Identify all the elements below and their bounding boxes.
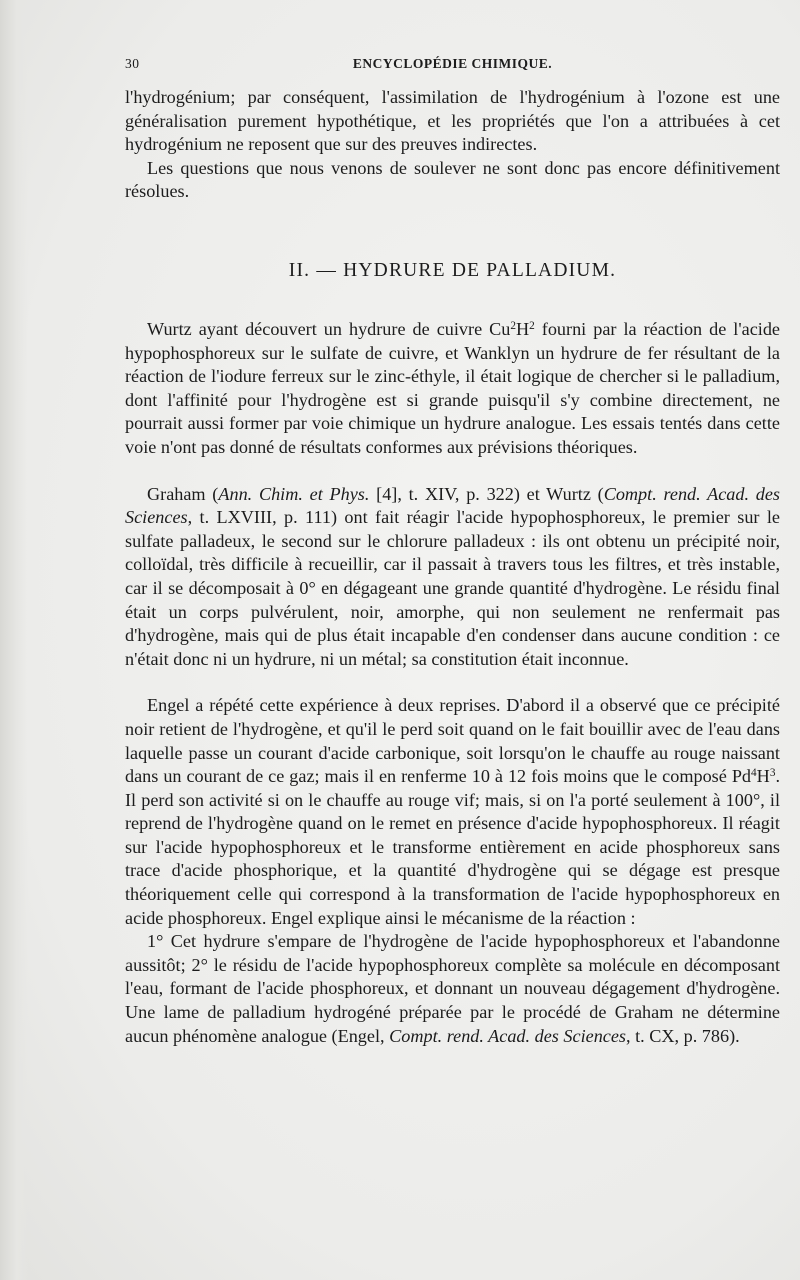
section-heading: II. — HYDRURE DE PALLADIUM.: [288, 260, 617, 281]
paragraph-engel: Engel a répété cette expérience à deux reprises. D'abord il a observé que ce précipité noir retient de l'hydrogène, et qu'il le perd soit quand on le fait bouillir avec de l'eau dans laquelle passe un courant d'acide carbonique, soit lorsqu'on le chauffe au rouge naissant dans un courant de ce gaz; mais il en renferme 10 à 12 fois moins que le composé $Pd^4H^3$. Il perd son activité si on le chauffe au rouge vif; mais, si on l'a porté seulement à 100°, il reprend de l'hydrogène quand on le remet en présence d'acide hypophosphoreux. Il réagit sur l'acide hypophosphoreux et le transforme entièrement en acide phosphoreux sans trace d'acide phosphorique, et la quantité d'hydrogène qui se dégage est presque théoriquement celle qui correspond à la transformation de l'acide hypophosphoreux en acide phosphoreux. Engel explique ainsi le mécanisme de la réaction :: [125, 695, 780, 928]
body-block: [125, 318, 780, 1048]
running-title: ENCYCLOPÉDIE CHIMIQUE.: [352, 56, 553, 71]
paragraph-mechanism: 1° Cet hydrure s'empare de l'hydrogène de l'acide hypophosphoreux et l'abandonne aussitôt; 2° le résidu de l'acide hypophosphoreux complète sa molécule en décomposant l'eau, formant de l'acide phosphoreux, et donnant un nouveau dégagement d'hydrogène. Une lame de palladium hydrogéné préparée par le procédé de Graham ne détermine aucun phénomène analogue (Engel, Compt. rend. Acad. des Sciences, t. CX, p. 786).: [125, 931, 780, 1046]
binding-gutter: [0, 0, 28, 1280]
citation-compt-rend-engel: Compt. rend. Acad. des Sciences: [389, 1025, 627, 1046]
citation-compt-rend: Compt. rend. Acad. des Sciences: [125, 483, 780, 528]
page-header: [125, 56, 780, 80]
intro-block: [125, 86, 780, 204]
intro-paragraph-2: Les questions que nous venons de soulever ne sont donc pas encore définitivement résolues.: [125, 157, 780, 202]
intro-paragraph-1: l'hydrogénium; par conséquent, l'assimilation de l'hydrogénium à l'ozone est une généralisation purement hypothétique, et les propriétés que l'on a attribuées à cet hydrogénium ne reposent que sur des preuves indirectes.: [125, 87, 780, 155]
page-number: 30: [125, 56, 140, 71]
citation-ann-chim: Ann. Chim. et Phys.: [218, 483, 370, 504]
paragraph-graham: Graham (Ann. Chim. et Phys. [4], t. XIV, p. 322) et Wurtz (Compt. rend. Acad. des Sciences, t. LXVIII, p. 111) ont fait réagir l'acide hypophosphoreux, le premier sur le sulfate palladeux, le second sur le chlorure palladeux : ils ont obtenu un précipité noir, colloïdal, très difficile à recueillir, car il passait à travers tous les filtres, et très instable, car il se décomposait à 0° en dégageant une grande quantité d'hydrogène. Le résidu final était un corps pulvérulent, noir, amorphe, qui non seulement ne renfermait pas d'hydrogène, mais qui de plus était incapable d'en condenser dans aucune condition : ce n'était donc ni un hydrure, ni un métal; sa constitution était inconnue.: [125, 483, 780, 669]
paragraph-wurtz: Wurtz ayant découvert un hydrure de cuivre $Cu^2H^2$ fourni par la réaction de l'acide hypophosphoreux sur le sulfate de cuivre, et Wanklyn un hydrure de fer résultant de la réaction de l'iodure ferreux sur le zinc-éthyle, il était logique de chercher si le palladium, dont l'affinité pour l'hydrogène est si grande puisqu'il s'y combine directement, ne pourrait aussi former par voie chimique un hydrure analogue. Les essais tentés dans cette voie n'ont pas donné de résultats conformes aux prévisions théoriques.: [125, 319, 780, 457]
